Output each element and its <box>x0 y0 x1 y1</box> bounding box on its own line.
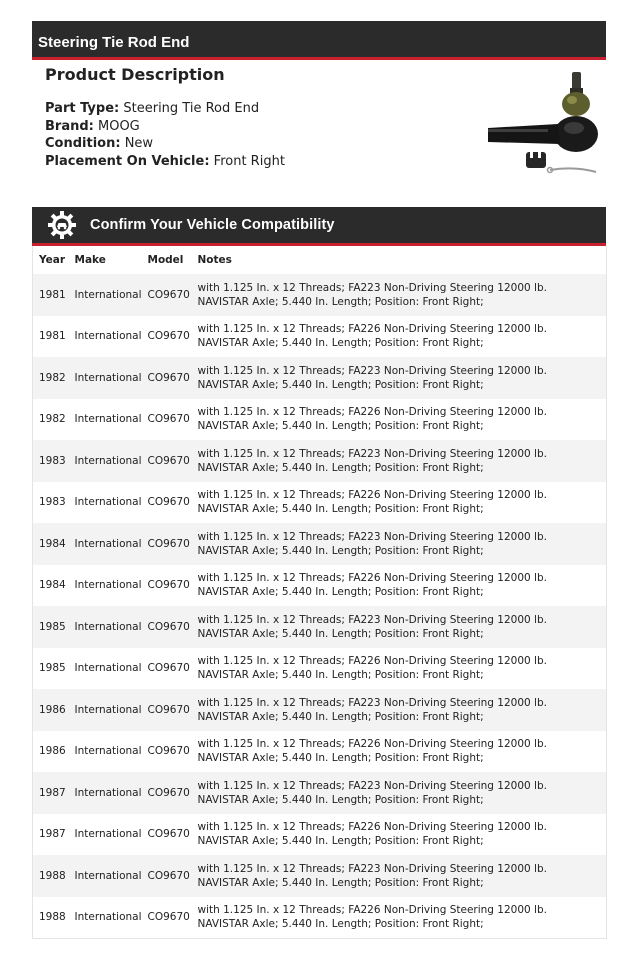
cell-year: 1987 <box>33 772 69 814</box>
spec-label: Part Type: <box>45 101 120 116</box>
cell-year: 1984 <box>39 579 66 592</box>
cell-year: 1986 <box>33 689 69 731</box>
spec-brand <box>45 118 140 135</box>
cell-year: 1981 <box>39 330 66 343</box>
cell-year: 1984 <box>33 523 69 565</box>
cell-year: 1982 <box>33 357 69 399</box>
cell-make: International <box>69 357 142 399</box>
cell-make: International <box>69 772 142 814</box>
cell-make: International <box>74 579 142 592</box>
spec-value: Front Right <box>213 154 285 169</box>
cell-model: CO9670 <box>142 689 192 731</box>
spec-value: New <box>124 136 154 151</box>
cell-year: 1987 <box>39 828 66 841</box>
spec-condition <box>45 135 153 152</box>
cell-year: 1982 <box>39 413 66 426</box>
column-header-model: Model <box>147 254 184 266</box>
spec-value: MOOG <box>98 119 140 134</box>
cell-model: CO9670 <box>147 579 190 592</box>
table-row <box>33 440 607 482</box>
table-row <box>33 606 607 648</box>
spec-label: Condition: <box>45 136 121 151</box>
cell-make: International <box>69 523 142 565</box>
cell-model: CO9670 <box>142 606 192 648</box>
cell-make: International <box>74 745 142 758</box>
table-row <box>33 897 607 939</box>
cell-notes: with 1.125 In. x 12 Threads; FA226 Non-Driving Steering 12000 lb. NAVISTAR Axle; 5.440 In. Length; Position: Front Right; <box>197 572 547 599</box>
table-row <box>33 399 607 441</box>
cell-make: International <box>74 496 142 509</box>
cell-year: 1983 <box>39 496 66 509</box>
cell-make: International <box>74 413 142 426</box>
spec-part-type <box>45 100 259 117</box>
cell-model: CO9670 <box>142 274 192 316</box>
column-header-make: Make <box>74 254 106 266</box>
cell-notes: with 1.125 In. x 12 Threads; FA226 Non-Driving Steering 12000 lb. NAVISTAR Axle; 5.440 In. Length; Position: Front Right; <box>197 406 547 433</box>
cell-make: International <box>74 662 142 675</box>
cell-model: CO9670 <box>147 330 190 343</box>
cell-make: International <box>69 689 142 731</box>
cell-make: International <box>69 274 142 316</box>
cell-notes: with 1.125 In. x 12 Threads; FA223 Non-Driving Steering 12000 lb. NAVISTAR Axle; 5.440 In. Length; Position: Front Right; <box>192 689 607 731</box>
cell-notes: with 1.125 In. x 12 Threads; FA226 Non-Driving Steering 12000 lb. NAVISTAR Axle; 5.440 In. Length; Position: Front Right; <box>197 323 547 350</box>
tie-rod-end-illustration <box>484 68 600 180</box>
cell-make: International <box>74 911 142 923</box>
cell-model: CO9670 <box>142 523 192 565</box>
cell-model: CO9670 <box>147 496 190 509</box>
table-row <box>33 523 607 565</box>
cell-model: CO9670 <box>147 745 190 758</box>
cell-year: 1981 <box>33 274 69 316</box>
product-image <box>484 68 600 180</box>
cell-notes: with 1.125 In. x 12 Threads; FA223 Non-Driving Steering 12000 lb. NAVISTAR Axle; 5.440 In. Length; Position: Front Right; <box>192 274 607 316</box>
cell-notes: with 1.125 In. x 12 Threads; FA226 Non-Driving Steering 12000 lb. NAVISTAR Axle; 5.440 In. Length; Position: Front Right; <box>197 904 547 930</box>
table-row <box>33 814 607 856</box>
cell-model: CO9670 <box>142 440 192 482</box>
table-header-row <box>33 246 607 274</box>
cell-notes: with 1.125 In. x 12 Threads; FA226 Non-Driving Steering 12000 lb. NAVISTAR Axle; 5.440 In. Length; Position: Front Right; <box>197 489 547 516</box>
cell-make: International <box>69 440 142 482</box>
compatibility-title: Confirm Your Vehicle Compatibility <box>90 217 335 233</box>
cell-notes: with 1.125 In. x 12 Threads; FA223 Non-Driving Steering 12000 lb. NAVISTAR Axle; 5.440 In. Length; Position: Front Right; <box>192 357 607 399</box>
cell-notes: with 1.125 In. x 12 Threads; FA223 Non-Driving Steering 12000 lb. NAVISTAR Axle; 5.440 In. Length; Position: Front Right; <box>192 855 607 897</box>
table-row <box>33 731 607 773</box>
column-header-year: Year <box>39 254 66 266</box>
cell-notes: with 1.125 In. x 12 Threads; FA226 Non-Driving Steering 12000 lb. NAVISTAR Axle; 5.440 In. Length; Position: Front Right; <box>197 655 547 682</box>
gear-car-icon <box>42 206 82 245</box>
table-row <box>33 689 607 731</box>
cell-model: CO9670 <box>147 911 190 923</box>
cell-make: International <box>69 606 142 648</box>
spec-label: Brand: <box>45 119 94 134</box>
cell-year: 1985 <box>39 662 66 675</box>
product-description-heading: Product Description <box>45 65 225 84</box>
table-row <box>33 565 607 607</box>
cell-model: CO9670 <box>147 413 190 426</box>
title-bar-label: Steering Tie Rod End <box>38 34 190 51</box>
table-row <box>33 316 607 358</box>
cell-model: CO9670 <box>142 772 192 814</box>
compatibility-table <box>32 246 607 939</box>
table-row <box>33 855 607 897</box>
cell-make: International <box>74 330 142 343</box>
table-row <box>33 772 607 814</box>
spec-placement <box>45 153 285 170</box>
cell-make: International <box>69 855 142 897</box>
column-header-notes: Notes <box>197 254 232 266</box>
cell-notes: with 1.125 In. x 12 Threads; FA223 Non-Driving Steering 12000 lb. NAVISTAR Axle; 5.440 In. Length; Position: Front Right; <box>192 606 607 648</box>
cell-notes: with 1.125 In. x 12 Threads; FA223 Non-Driving Steering 12000 lb. NAVISTAR Axle; 5.440 In. Length; Position: Front Right; <box>192 772 607 814</box>
spec-value: Steering Tie Rod End <box>123 101 260 116</box>
cell-year: 1986 <box>39 745 66 758</box>
cell-model: CO9670 <box>142 855 192 897</box>
cell-year: 1983 <box>33 440 69 482</box>
cell-notes: with 1.125 In. x 12 Threads; FA226 Non-Driving Steering 12000 lb. NAVISTAR Axle; 5.440 In. Length; Position: Front Right; <box>197 738 547 765</box>
spec-label: Placement On Vehicle: <box>45 154 210 169</box>
compatibility-header <box>32 207 606 246</box>
table-row <box>33 274 607 316</box>
cell-notes: with 1.125 In. x 12 Threads; FA223 Non-Driving Steering 12000 lb. NAVISTAR Axle; 5.440 In. Length; Position: Front Right; <box>192 440 607 482</box>
cell-model: CO9670 <box>147 662 190 675</box>
table-row <box>33 648 607 690</box>
title-bar <box>32 21 606 60</box>
table-row <box>33 357 607 399</box>
cell-notes: with 1.125 In. x 12 Threads; FA226 Non-Driving Steering 12000 lb. NAVISTAR Axle; 5.440 In. Length; Position: Front Right; <box>197 821 547 848</box>
cell-model: CO9670 <box>142 357 192 399</box>
cell-make: International <box>74 828 142 841</box>
cell-year: 1988 <box>33 855 69 897</box>
cell-model: CO9670 <box>147 828 190 841</box>
table-row <box>33 482 607 524</box>
cell-year: 1985 <box>33 606 69 648</box>
cell-year: 1988 <box>39 911 66 923</box>
cell-notes: with 1.125 In. x 12 Threads; FA223 Non-Driving Steering 12000 lb. NAVISTAR Axle; 5.440 In. Length; Position: Front Right; <box>192 523 607 565</box>
